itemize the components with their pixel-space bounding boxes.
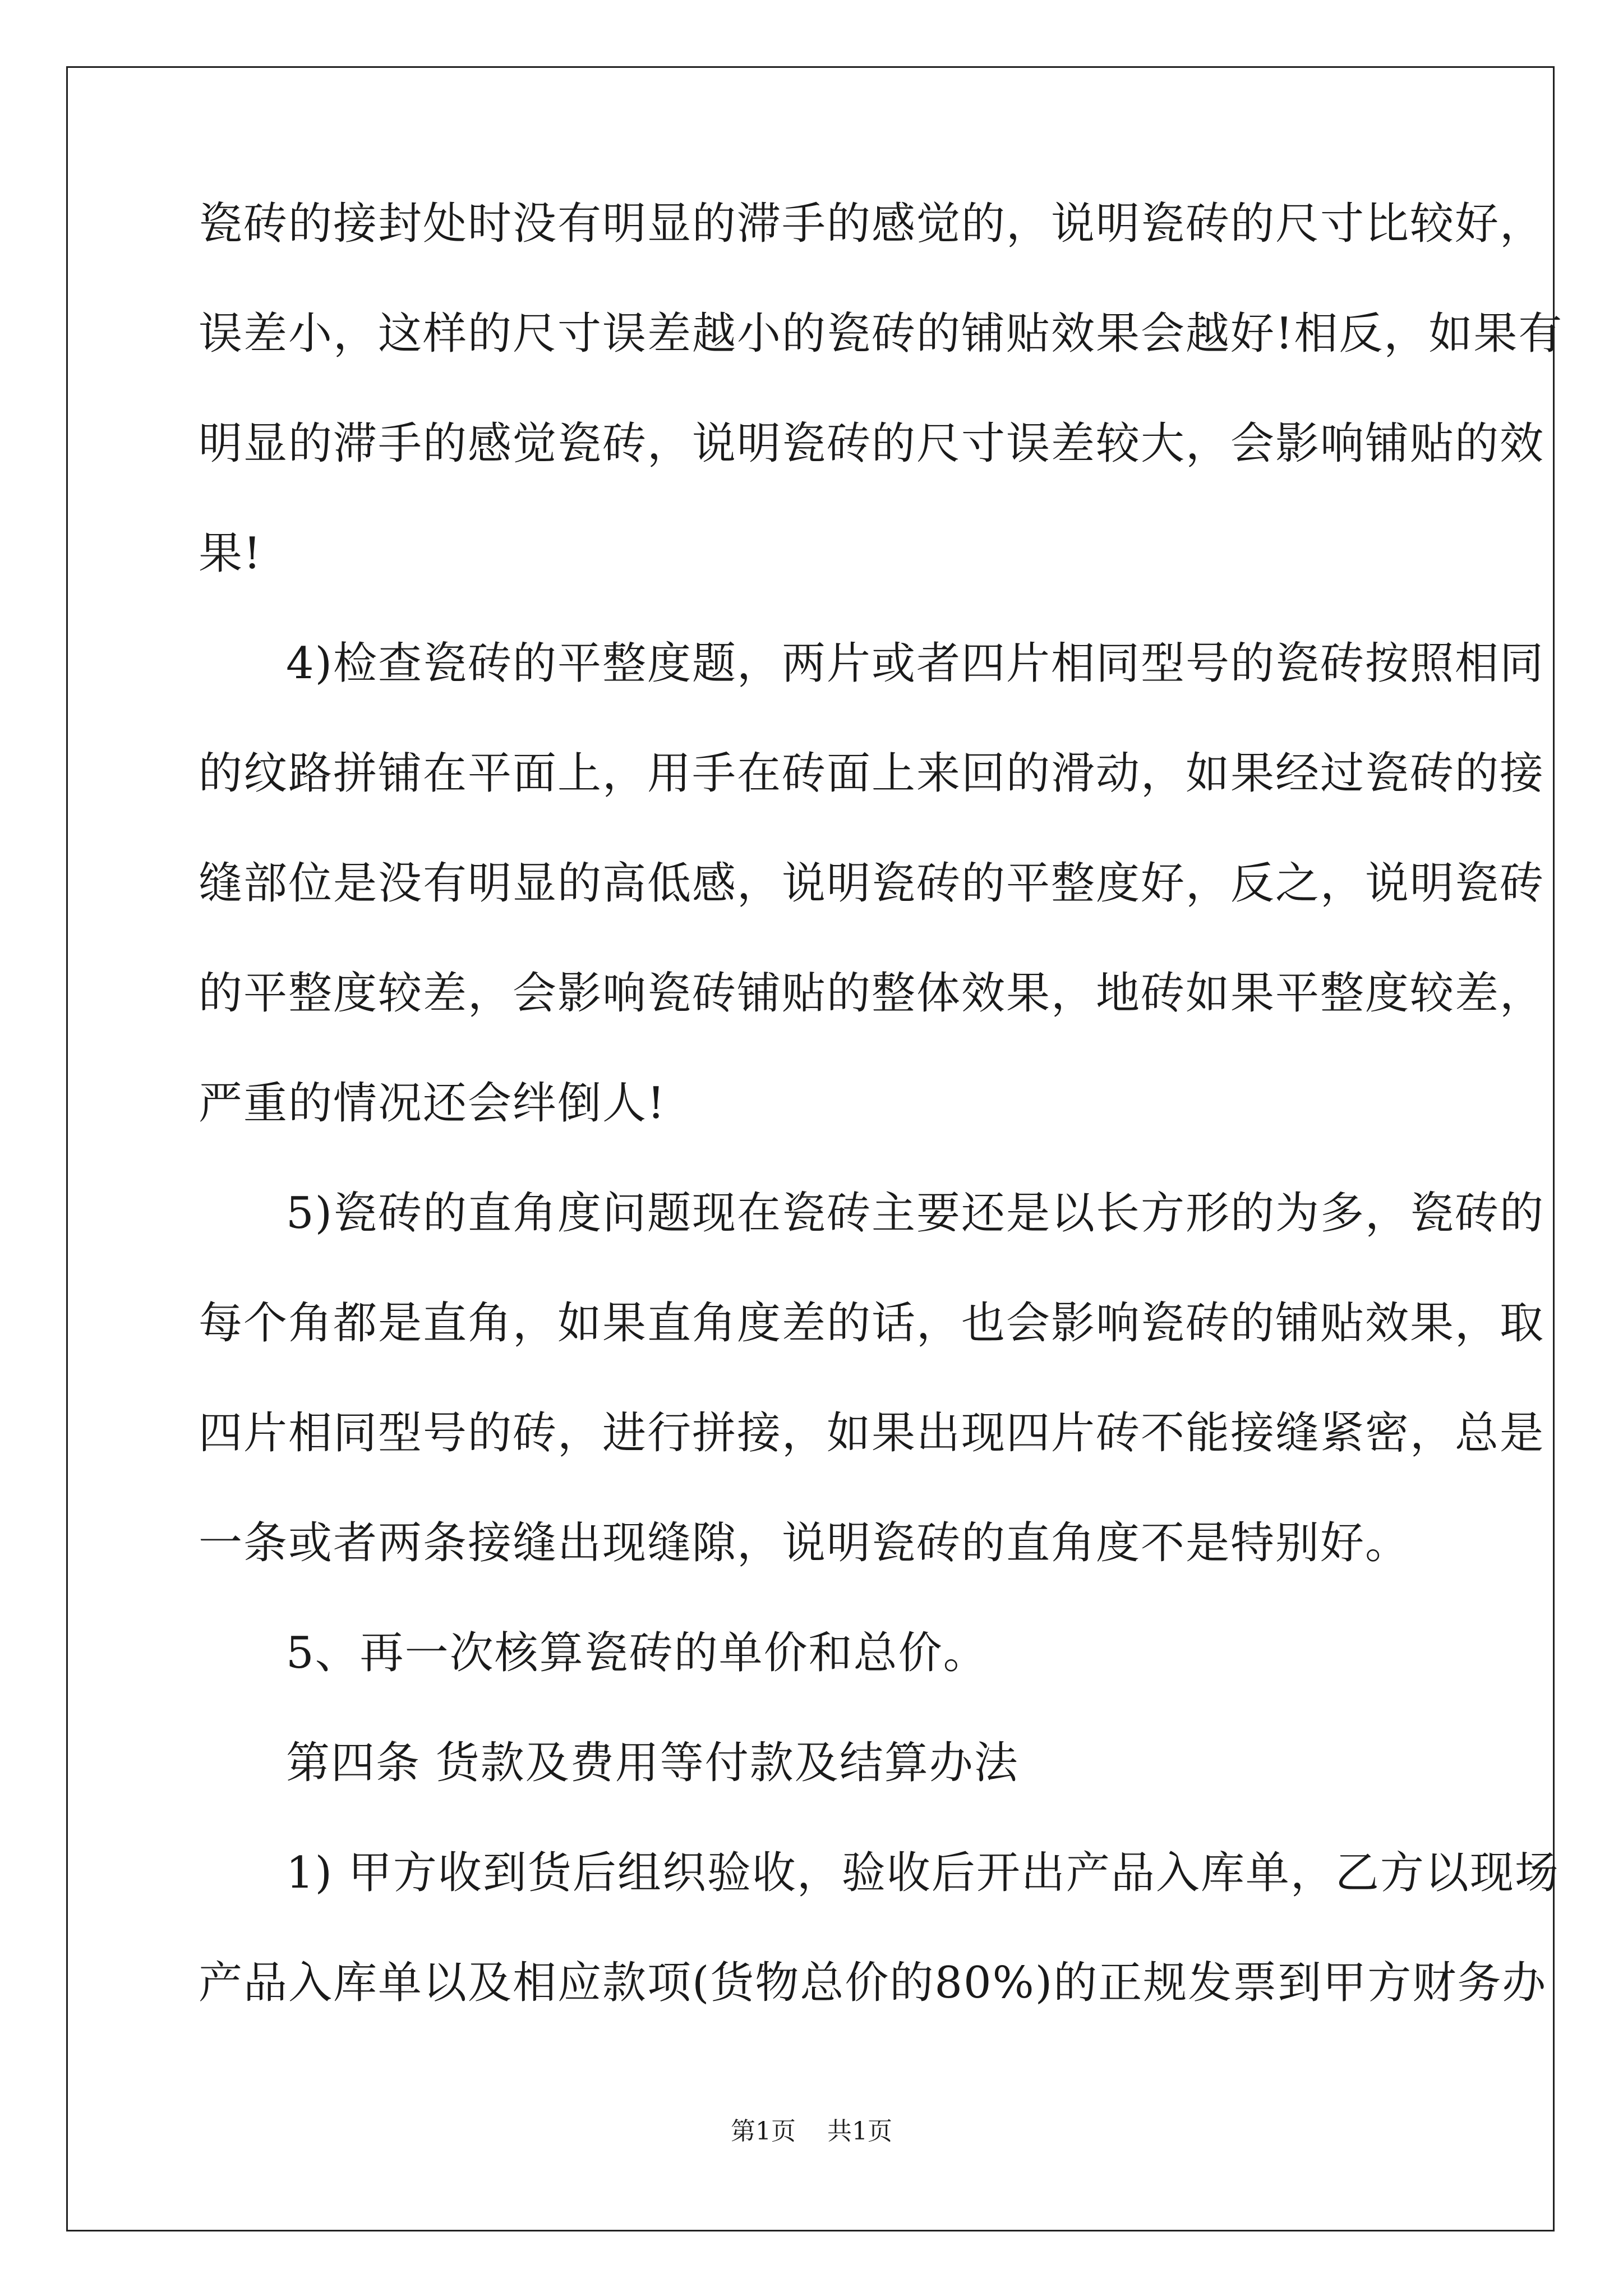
page-total: 共1页 (827, 2117, 892, 2146)
page-number: 第1页 (731, 2117, 796, 2146)
text-line: 果! (199, 528, 262, 579)
paragraph-start-line: 5)瓷砖的直角度问题现在瓷砖主要还是以长方形的为多，瓷砖的 (286, 1188, 1545, 1239)
text-line: 一条或者两条接缝出现缝隙，说明瓷砖的直角度不是特别好。 (199, 1518, 1410, 1568)
text-line: 缝部位是没有明显的高低感，说明瓷砖的平整度好，反之，说明瓷砖 (199, 858, 1545, 909)
text-line: 误差小，这样的尺寸误差越小的瓷砖的铺贴效果会越好!相反，如果有 (199, 309, 1564, 359)
paragraph-start-line: 1) 甲方收到货后组织验收，验收后开出产品入库单，乙方以现场 (286, 1848, 1560, 1898)
paragraph-start-line: 4)检查瓷砖的平整度题，两片或者四片相同型号的瓷砖按照相同 (286, 638, 1545, 689)
text-line: 产品入库单以及相应款项(货物总价的80%)的正规发票到甲方财务办 (199, 1958, 1547, 2008)
text-line: 严重的情况还会绊倒人! (199, 1078, 666, 1129)
paragraph-start-line: 5、再一次核算瓷砖的单价和总价。 (286, 1628, 988, 1678)
page-footer (0, 2119, 1623, 2144)
document-body (199, 199, 1564, 2071)
text-line: 瓷砖的接封处时没有明显的滞手的感觉的，说明瓷砖的尺寸比较好， (199, 199, 1545, 249)
text-line: 每个角都是直角，如果直角度差的话，也会影响瓷砖的铺贴效果，取 (199, 1298, 1545, 1349)
text-line: 的纹路拼铺在平面上，用手在砖面上来回的滑动，如果经过瓷砖的接 (199, 748, 1545, 799)
section-heading: 第四条 货款及费用等付款及结算办法 (286, 1738, 1019, 1788)
text-line: 四片相同型号的砖，进行拼接，如果出现四片砖不能接缝紧密，总是 (199, 1408, 1545, 1458)
text-line: 的平整度较差，会影响瓷砖铺贴的整体效果，地砖如果平整度较差， (199, 968, 1545, 1019)
text-line: 明显的滞手的感觉瓷砖，说明瓷砖的尺寸误差较大，会影响铺贴的效 (199, 418, 1545, 469)
